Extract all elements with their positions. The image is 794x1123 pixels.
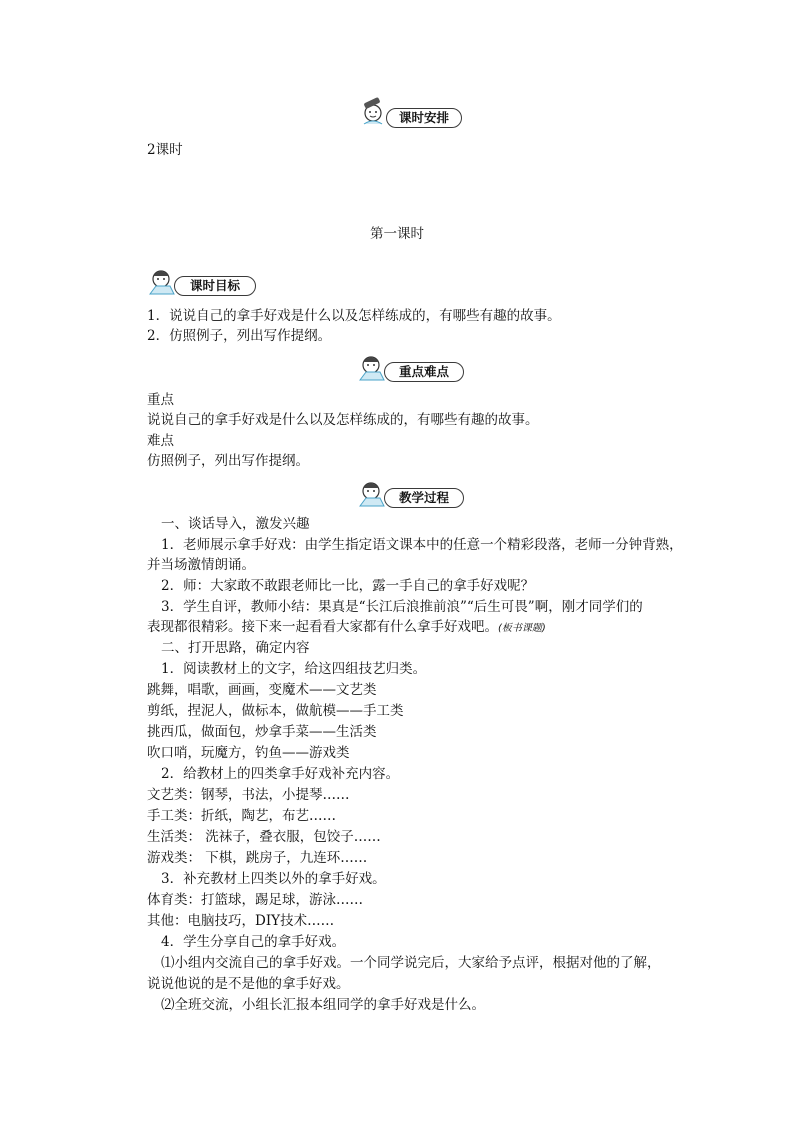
list-item: 文艺类：钢琴，书法，小提琴……: [147, 787, 350, 803]
paragraph-line: 并当场激情朗诵。: [147, 557, 255, 573]
blackboard-note: (板书课题): [498, 623, 546, 634]
schedule-text: 2课时: [147, 142, 183, 158]
difficult-label: 难点: [147, 433, 174, 449]
list-item: 游戏类： 下棋，跳房子，九连环……: [147, 850, 368, 866]
paragraph-line: 说说他说的是不是他的拿手好戏。: [147, 976, 350, 992]
list-item: 其他：电脑技巧，DIY技术……: [147, 913, 335, 929]
goal-item: 2．仿照例子，列出写作提纲。: [147, 328, 332, 344]
section-badge-key-points: [360, 358, 464, 384]
paragraph-text: 表现都很精彩。接下来一起看看大家都有什么拿手好戏吧。: [147, 619, 498, 635]
goal-item: 1．说说自己的拿手好戏是什么以及怎样练成的，有哪些有趣的故事。: [147, 308, 561, 324]
badge-label: 课时安排: [386, 108, 462, 128]
badge-label: 教学过程: [384, 488, 464, 508]
paragraph-line: 4．学生分享自己的拿手好戏。: [161, 934, 346, 950]
paragraph-line: 3．补充教材上四类以外的拿手好戏。: [161, 871, 386, 887]
list-item: 手工类：折纸，陶艺，布艺……: [147, 808, 336, 824]
list-item: 体育类：打篮球，踢足球，游泳……: [147, 892, 363, 908]
paragraph-line: ⑴小组内交流自己的拿手好戏。一个同学说完后，大家给予点评，根据对他的了解，: [161, 955, 661, 971]
paragraph-line: 1．老师展示拿手好戏：由学生指定语文课本中的任意一个精彩段落，老师一分钟背熟，: [161, 537, 683, 553]
list-item: 挑西瓜，做面包，炒拿手菜——生活类: [147, 724, 377, 740]
lesson-title: 第一课时: [370, 226, 424, 242]
key-label: 重点: [147, 392, 174, 408]
paragraph-line: 2．给教材上的四类拿手好戏补充内容。: [161, 766, 400, 782]
section-badge-process: [360, 484, 464, 510]
list-item: 剪纸，捏泥人，做标本，做航模——手工类: [147, 703, 404, 719]
section-heading: 一、谈话导入，激发兴趣: [161, 516, 310, 532]
badge-label: 课时目标: [174, 276, 256, 296]
paragraph-line: 3．学生自评，教师小结：果真是“长江后浪推前浪”“后生可畏”啊，刚才同学们的: [161, 599, 643, 615]
paragraph-line: 2．师：大家敢不敢跟老师比一比，露一手自己的拿手好戏呢？: [161, 578, 535, 594]
list-item: 生活类： 洗袜子，叠衣服，包饺子……: [147, 829, 381, 845]
section-heading: 二、打开思路，确定内容: [161, 640, 310, 656]
list-item: 跳舞，唱歌，画画，变魔术——文艺类: [147, 682, 377, 698]
section-badge-goals: [150, 272, 258, 298]
badge-label: 重点难点: [384, 362, 464, 382]
paragraph-line: 1．阅读教材上的文字，给这四组技艺归类。: [161, 661, 427, 677]
section-badge-schedule: [362, 104, 462, 130]
key-text: 说说自己的拿手好戏是什么以及怎样练成的，有哪些有趣的故事。: [147, 412, 539, 428]
list-item: 吹口哨，玩魔方，钓鱼——游戏类: [147, 745, 350, 761]
paragraph-line: ⑵全班交流，小组长汇报本组同学的拿手好戏是什么。: [161, 997, 485, 1013]
difficult-text: 仿照例子，列出写作提纲。: [147, 453, 309, 469]
paragraph-line: [147, 617, 546, 639]
